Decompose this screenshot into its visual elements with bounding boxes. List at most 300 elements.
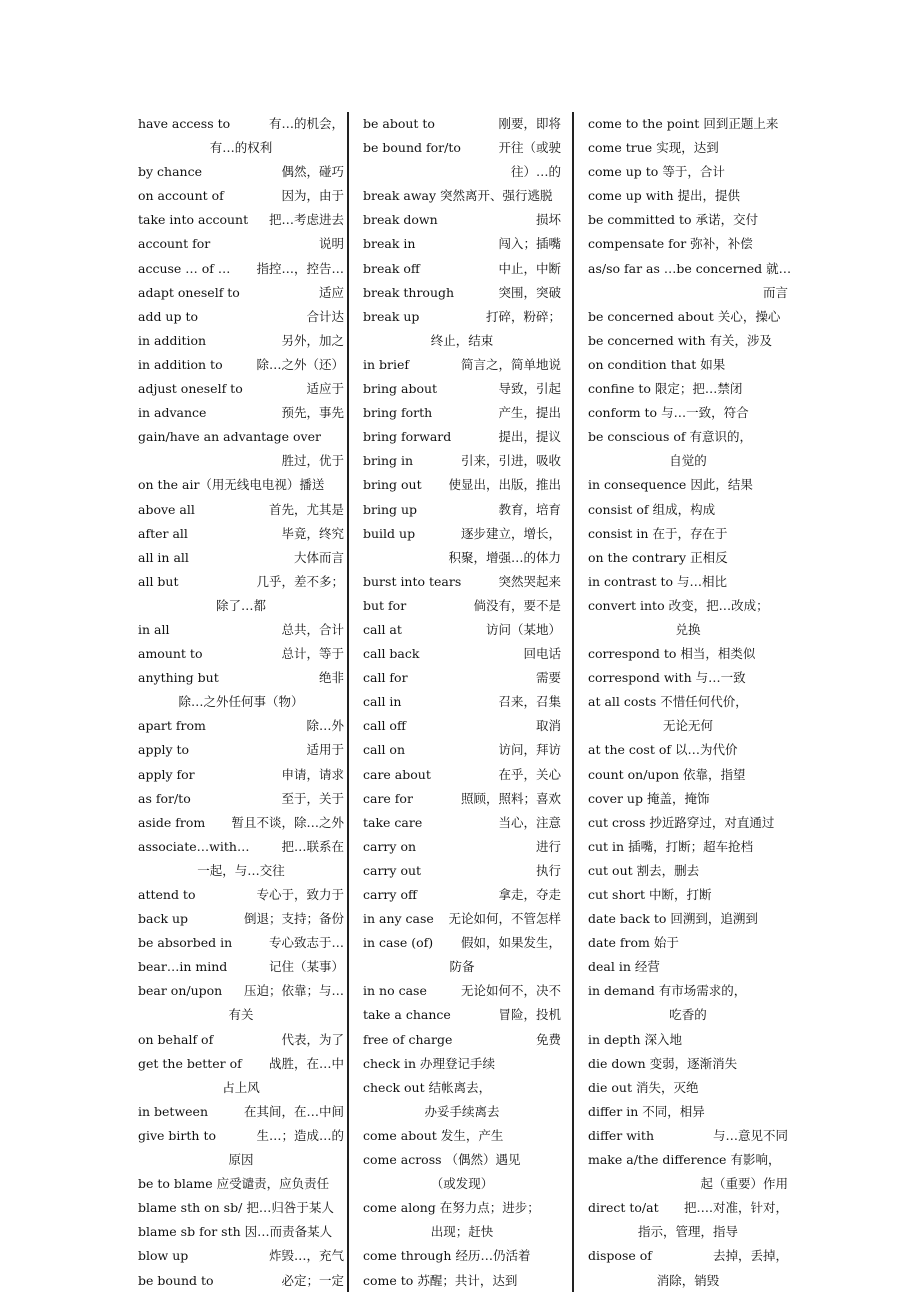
- phrase-definition: 毕竟，终究: [281, 525, 344, 541]
- phrase-definition: 依靠，指望: [683, 766, 746, 782]
- phrase-term: consist in: [588, 525, 649, 541]
- vocabulary-entry: [588, 546, 788, 570]
- phrase-term: accuse … of …: [138, 260, 231, 276]
- definition-text: 占上风: [222, 1079, 260, 1095]
- phrase-definition: 在乎，关心: [498, 766, 561, 782]
- phrase-definition: 始于: [653, 935, 679, 951]
- vocabulary-entry: [588, 835, 788, 859]
- phrase-term: come to the point: [588, 116, 700, 131]
- phrase-term: bear on/upon: [138, 983, 223, 999]
- definition-text: 除了…都: [215, 597, 266, 613]
- vocabulary-entry: [138, 955, 344, 979]
- phrase-definition: 提出，提供: [677, 188, 741, 204]
- vocabulary-entry: [588, 1124, 788, 1148]
- vocabulary-entry: [588, 690, 788, 714]
- phrase-term: blame sth on sb/: [138, 1200, 243, 1216]
- phrase-term: correspond to: [588, 646, 677, 662]
- vocabulary-entry: [588, 522, 788, 546]
- phrase-definition: 有…的机会，: [268, 116, 344, 131]
- definition-text: 兑换: [675, 621, 701, 637]
- definition-text: 有…的权利: [209, 140, 273, 156]
- phrase-definition: 与…一致，符合: [661, 405, 749, 421]
- phrase-definition: 提出，提议: [498, 429, 561, 445]
- phrase-definition: 掩盖，掩饰: [647, 790, 710, 806]
- phrase-definition: 苏醒；共计，达到: [417, 1272, 518, 1288]
- phrase-definition: 绝非: [318, 670, 344, 686]
- vocabulary-entry: [363, 738, 561, 762]
- phrase-definition: 倘没有，要不是: [473, 597, 561, 613]
- phrase-definition: 变弱，逐渐消失: [649, 1055, 738, 1071]
- vocabulary-entry: [138, 835, 344, 859]
- vocabulary-entry: [363, 112, 561, 136]
- vocabulary-entry: [588, 257, 792, 281]
- phrase-definition: 开往（或驶: [498, 140, 561, 156]
- definition-text: 而言: [762, 284, 788, 300]
- vocabulary-entry: [363, 931, 561, 955]
- phrase-definition: 结帐离去，: [428, 1079, 492, 1095]
- phrase-definition: 限定；把…禁闭: [654, 381, 743, 397]
- vocabulary-entry: [138, 112, 344, 136]
- phrase-term: bring forward: [363, 429, 452, 445]
- phrase-term: in contrast to: [588, 573, 674, 589]
- vocabulary-entry: [138, 738, 344, 762]
- entry-continuation: [588, 714, 788, 738]
- phrase-definition: 倒退；支持；备份: [243, 911, 344, 927]
- phrase-term: consist of: [588, 501, 649, 517]
- phrase-definition: 不同，相异: [642, 1103, 705, 1119]
- phrase-definition: 无论如何不，决不: [460, 983, 561, 999]
- phrase-term: account for: [138, 236, 211, 252]
- phrase-term: on the contrary: [588, 549, 687, 565]
- phrase-definition: 说明: [318, 236, 344, 252]
- phrase-term: take care: [363, 814, 423, 830]
- definition-text: 吃香的: [669, 1007, 707, 1023]
- vocabulary-entry: [363, 594, 561, 618]
- phrase-definition: 总计，等于: [281, 646, 344, 662]
- vocabulary-entry: [138, 570, 344, 594]
- phrase-term: come through: [363, 1248, 452, 1264]
- phrase-definition: 冒险，投机: [498, 1007, 561, 1023]
- vocabulary-entry: [138, 329, 344, 353]
- vocabulary-entry: [363, 859, 561, 883]
- phrase-term: call on: [363, 742, 405, 758]
- vocabulary-entry: [363, 377, 561, 401]
- vocabulary-entry: [588, 666, 788, 690]
- vocabulary-entry: [363, 907, 561, 931]
- vocabulary-entry: [138, 1100, 344, 1124]
- vocabulary-entry: [363, 787, 561, 811]
- vocabulary-entry: [588, 1028, 788, 1052]
- vocabulary-entry: [363, 449, 561, 473]
- phrase-definition: 中止，中断: [498, 260, 561, 276]
- phrase-term: in any case: [363, 911, 434, 927]
- phrase-definition: 突围，突破: [498, 284, 561, 300]
- phrase-definition: （偶然）遇见: [445, 1152, 521, 1168]
- phrase-term: build up: [363, 525, 416, 541]
- phrase-definition: 与…相比: [677, 573, 728, 589]
- phrase-definition: 组成，构成: [652, 501, 716, 517]
- entry-continuation: [363, 1172, 561, 1196]
- phrase-term: bring in: [363, 453, 414, 469]
- vocabulary-entry: [138, 931, 344, 955]
- phrase-term: be concerned about: [588, 308, 714, 324]
- phrase-term: cut in: [588, 838, 625, 854]
- phrase-term: call for: [363, 670, 408, 686]
- phrase-definition: 去掉，丢掉，: [712, 1248, 788, 1264]
- vocabulary-entry: [138, 1052, 344, 1076]
- phrase-term: check out: [363, 1079, 425, 1095]
- phrase-definition: 与…意见不同: [712, 1127, 788, 1143]
- vocabulary-entry: [588, 1100, 788, 1124]
- phrase-definition: 因…而责备某人: [244, 1224, 333, 1240]
- definition-text: 办妥手续离去: [424, 1103, 500, 1119]
- phrase-term: but for: [363, 597, 407, 613]
- vocabulary-entry: [138, 305, 344, 329]
- phrase-definition: 炸毁…，充气: [268, 1248, 344, 1264]
- phrase-definition: 回到正题上来: [703, 116, 779, 131]
- definition-text: 一起，与…交往: [197, 862, 285, 878]
- phrase-definition: 刚要，即将: [498, 116, 561, 131]
- phrase-definition: 取消: [535, 718, 561, 734]
- vocabulary-entry: [138, 281, 344, 305]
- vocabulary-entry: [363, 401, 561, 425]
- vocabulary-entry: [138, 401, 344, 425]
- phrase-definition: 除…外: [306, 718, 344, 734]
- vocabulary-entry: [363, 1148, 561, 1172]
- phrase-term: bring about: [363, 381, 438, 397]
- entry-continuation: [138, 449, 344, 473]
- definition-text: 消除，销毁: [656, 1272, 720, 1288]
- vocabulary-entry: [138, 498, 344, 522]
- vocabulary-entry: [363, 1196, 561, 1220]
- column-divider: [347, 112, 349, 1292]
- vocabulary-entry: [138, 425, 344, 449]
- vocabulary-entry: [588, 305, 788, 329]
- phrase-definition: 指控…，控告…: [256, 260, 344, 276]
- phrase-term: be to blame: [138, 1176, 213, 1192]
- vocabulary-entry: [363, 1124, 561, 1148]
- phrase-term: break through: [363, 284, 455, 300]
- phrase-term: differ with: [588, 1127, 654, 1143]
- phrase-definition: 弥补，补偿: [690, 236, 753, 252]
- vocabulary-entry: [138, 787, 344, 811]
- vocabulary-entry: [363, 642, 561, 666]
- phrase-definition: 教育，培育: [498, 501, 561, 517]
- phrase-definition: 合计达: [306, 308, 344, 324]
- phrase-term: adjust oneself to: [138, 381, 243, 397]
- phrase-term: break down: [363, 212, 438, 228]
- phrase-definition: 消失，灭绝: [635, 1079, 699, 1095]
- vocabulary-entry: [138, 232, 344, 256]
- entry-continuation: [588, 1003, 788, 1027]
- phrase-term: cut cross: [588, 814, 646, 830]
- phrase-term: at all costs: [588, 694, 657, 710]
- phrase-term: be about to: [363, 116, 435, 131]
- phrase-definition: 割去，删去: [636, 862, 700, 878]
- phrase-term: blow up: [138, 1248, 189, 1264]
- definition-text: 自觉的: [669, 453, 707, 469]
- vocabulary-entry: [363, 666, 561, 690]
- vocabulary-entry: [138, 714, 344, 738]
- phrase-term: cut out: [588, 862, 633, 878]
- phrase-term: be bound for/to: [363, 140, 461, 156]
- vocabulary-entry: [588, 353, 788, 377]
- vocabulary-entry: [588, 883, 788, 907]
- vocabulary-entry: [588, 1148, 788, 1172]
- definition-text: 起（重要）作用: [700, 1176, 788, 1192]
- phrase-term: attend to: [138, 887, 196, 902]
- vocabulary-entry: [588, 1244, 788, 1268]
- vocabulary-entry: [138, 642, 344, 666]
- entry-continuation: [588, 1269, 788, 1293]
- phrase-definition: 无论如何，不管怎样: [448, 911, 561, 927]
- phrase-term: care about: [363, 766, 431, 782]
- phrase-definition: 有关，涉及: [709, 332, 773, 348]
- phrase-term: bear…in mind: [138, 959, 228, 975]
- phrase-definition: 突然哭起来: [498, 573, 561, 589]
- phrase-definition: 把…归咎于某人: [246, 1200, 334, 1216]
- phrase-term: come true: [588, 140, 653, 156]
- vocabulary-entry: [588, 184, 788, 208]
- phrase-term: apply to: [138, 742, 190, 758]
- definition-text: 原因: [228, 1152, 254, 1168]
- phrase-definition: 如果: [700, 356, 726, 372]
- phrase-term: check in: [363, 1055, 417, 1071]
- vocabulary-entry: [588, 955, 788, 979]
- definition-text: 终止，结束: [430, 332, 494, 348]
- entry-continuation: [363, 160, 561, 184]
- vocabulary-entry: [138, 257, 344, 281]
- vocabulary-entry: [588, 208, 788, 232]
- vocabulary-entry: [363, 1269, 561, 1293]
- definition-text: 积聚，增强…的体力: [448, 549, 561, 565]
- vocabulary-entry: [138, 377, 344, 401]
- phrase-term: in addition: [138, 332, 207, 348]
- vocabulary-entry: [588, 425, 788, 449]
- phrase-definition: 召来，召集: [498, 694, 561, 710]
- phrase-term: on account of: [138, 188, 224, 204]
- phrase-definition: 简言之，简单地说: [460, 356, 561, 372]
- phrase-term: apply for: [138, 766, 195, 782]
- entry-continuation: [138, 859, 344, 883]
- phrase-term: bring forth: [363, 405, 433, 421]
- phrase-definition: 实现，达到: [656, 140, 719, 156]
- definition-text: （或发现）: [430, 1176, 494, 1192]
- phrase-term: adapt oneself to: [138, 284, 240, 300]
- phrase-term: correspond with: [588, 670, 692, 686]
- entry-continuation: [138, 1003, 344, 1027]
- definition-text: 有关: [228, 1007, 254, 1023]
- phrase-definition: 回溯到，追溯到: [670, 911, 758, 927]
- vocabulary-entry: [588, 594, 788, 618]
- phrase-definition: 必定；一定: [281, 1272, 344, 1288]
- vocabulary-entry: [588, 738, 788, 762]
- phrase-definition: 打碎，粉碎；: [485, 308, 561, 324]
- vocabulary-entry: [363, 473, 561, 497]
- vocabulary-entry: [363, 232, 561, 256]
- vocabulary-entry: [363, 1244, 561, 1268]
- phrase-definition: 申请，请求: [281, 766, 344, 782]
- phrase-definition: 执行: [535, 862, 561, 878]
- phrase-definition: 拿走，夺走: [498, 887, 561, 902]
- vocabulary-entry: [138, 1244, 344, 1268]
- phrase-term: convert into: [588, 597, 665, 613]
- phrase-term: as/so far as …be concerned: [588, 260, 763, 276]
- phrase-term: get the better of: [138, 1055, 242, 1071]
- phrase-definition: 专心于，致力于: [256, 887, 344, 902]
- phrase-term: in demand: [588, 983, 655, 999]
- phrase-term: conform to: [588, 405, 658, 421]
- vocabulary-entry: [363, 305, 561, 329]
- phrase-term: at the cost of: [588, 742, 671, 758]
- phrase-term: after all: [138, 525, 188, 541]
- vocabulary-entry: [363, 811, 561, 835]
- phrase-term: confine to: [588, 381, 651, 397]
- vocabulary-entry: [138, 618, 344, 642]
- phrase-definition: 回电话: [523, 646, 561, 662]
- phrase-term: break in: [363, 236, 416, 252]
- vocabulary-entry: [363, 763, 561, 787]
- phrase-term: in addition to: [138, 356, 223, 372]
- vocabulary-entry: [138, 208, 344, 232]
- phrase-definition: 承诺，交付: [695, 212, 759, 228]
- phrase-definition: 把….对准，针对，: [684, 1200, 788, 1216]
- phrase-term: on condition that: [588, 356, 697, 372]
- phrase-definition: 相当，相类似: [680, 646, 756, 662]
- vocabulary-entry: [588, 570, 788, 594]
- phrase-definition: 经历…仍活着: [455, 1248, 531, 1264]
- entry-continuation: [588, 281, 788, 305]
- vocabulary-entry: [363, 136, 561, 160]
- vocabulary-entry: [138, 883, 344, 907]
- vocabulary-entry: [588, 232, 788, 256]
- phrase-term: break away: [363, 188, 437, 204]
- phrase-term: die down: [588, 1055, 646, 1071]
- phrase-definition: 适应: [318, 284, 344, 300]
- phrase-definition: 大体而言: [293, 549, 344, 565]
- phrase-term: call back: [363, 646, 420, 662]
- vocabulary-entry: [588, 473, 788, 497]
- vocabulary-entry: [363, 714, 561, 738]
- phrase-definition: 在努力点；进步；: [439, 1200, 540, 1216]
- phrase-definition: 就…: [766, 260, 792, 276]
- phrase-definition: 中断，打断: [649, 887, 712, 902]
- phrase-term: in all: [138, 621, 170, 637]
- vocabulary-entry: [588, 859, 788, 883]
- phrase-term: come along: [363, 1200, 436, 1216]
- phrase-term: amount to: [138, 646, 203, 662]
- phrase-term: as for/to: [138, 790, 191, 806]
- vocabulary-entry: [588, 907, 788, 931]
- phrase-term: be conscious of: [588, 429, 686, 445]
- vocabulary-entry: [138, 1220, 344, 1244]
- definition-text: 往）…的: [510, 164, 561, 180]
- definition-text: 出现；赶快: [430, 1224, 494, 1240]
- vocabulary-entry: [138, 353, 344, 377]
- phrase-definition: 突然离开、强行逃脱: [440, 188, 553, 204]
- phrase-definition: 适应于: [306, 381, 344, 397]
- vocabulary-entry: [138, 811, 344, 835]
- phrase-definition: 除…之外（还）: [256, 356, 344, 372]
- vocabulary-entry: [363, 835, 561, 859]
- phrase-term: be concerned with: [588, 332, 706, 348]
- vocabulary-entry: [588, 1196, 788, 1220]
- phrase-term: aside from: [138, 814, 206, 830]
- phrase-term: by chance: [138, 164, 202, 180]
- phrase-definition: 适用于: [306, 742, 344, 758]
- vocabulary-entry: [588, 160, 788, 184]
- column-1: [138, 112, 344, 1292]
- phrase-term: bring up: [363, 501, 418, 517]
- entry-continuation: [588, 449, 788, 473]
- vocabulary-entry: [363, 184, 561, 208]
- phrase-term: come up to: [588, 164, 659, 180]
- phrase-definition: 闯入；插嘴: [498, 236, 561, 252]
- phrase-definition: 经营: [634, 959, 660, 975]
- phrase-definition: 产生，提出: [498, 405, 561, 421]
- phrase-term: date from: [588, 935, 650, 951]
- phrase-term: bring out: [363, 477, 422, 493]
- vocabulary-entry: [588, 112, 788, 136]
- phrase-term: in depth: [588, 1031, 641, 1047]
- phrase-definition: 预先，事先: [281, 405, 344, 421]
- vocabulary-entry: [588, 811, 788, 835]
- phrase-definition: 等于，合计: [662, 164, 725, 180]
- phrase-definition: 关心，操心: [717, 308, 781, 324]
- phrase-definition: 假如，如果发生，: [460, 935, 561, 951]
- vocabulary-entry: [363, 1052, 561, 1076]
- vocabulary-entry: [363, 425, 561, 449]
- phrase-definition: 总共，合计: [281, 621, 344, 637]
- phrase-definition: 暂且不谈，除…之外: [231, 814, 344, 830]
- phrase-definition: 至于，关于: [281, 790, 344, 806]
- phrase-definition: 把…联系在: [281, 838, 344, 854]
- entry-continuation: [363, 955, 561, 979]
- vocabulary-entry: [588, 136, 788, 160]
- entry-continuation: [363, 1220, 561, 1244]
- vocabulary-entry: [588, 1052, 788, 1076]
- phrase-term: come up with: [588, 188, 674, 204]
- phrase-definition: 访问（某地）: [485, 621, 561, 637]
- phrase-definition: 办理登记手续: [420, 1055, 496, 1071]
- phrase-definition: 正相反: [690, 549, 728, 565]
- definition-text: 指示，管理，指导: [637, 1224, 738, 1240]
- phrase-definition: 把…考虑进去: [268, 212, 344, 228]
- phrase-definition: 战胜，在…中: [268, 1055, 344, 1071]
- phrase-term: break off: [363, 260, 420, 276]
- phrase-definition: 有意识的，: [689, 429, 752, 445]
- phrase-term: take into account: [138, 212, 249, 228]
- vocabulary-entry: [138, 160, 344, 184]
- vocabulary-entry: [138, 907, 344, 931]
- column-divider: [572, 112, 574, 1292]
- vocabulary-entry: [138, 979, 344, 1003]
- vocabulary-entry: [588, 401, 788, 425]
- phrase-definition: 损坏: [535, 212, 561, 228]
- phrase-definition: 改变，把…改成；: [668, 597, 769, 613]
- vocabulary-entry: [588, 642, 788, 666]
- phrase-definition: 当心，注意: [498, 814, 561, 830]
- vocabulary-entry: [588, 763, 788, 787]
- vocabulary-entry: [363, 979, 561, 1003]
- vocabulary-entry: [363, 1028, 561, 1052]
- phrase-definition: 引来，引进，吸收: [460, 453, 561, 469]
- phrase-term: on the air（用无线电电视）播送: [138, 477, 325, 493]
- phrase-definition: 压迫；依靠；与…: [243, 983, 344, 999]
- entry-continuation: [363, 546, 561, 570]
- vocabulary-entry: [363, 281, 561, 305]
- phrase-term: in no case: [363, 983, 427, 999]
